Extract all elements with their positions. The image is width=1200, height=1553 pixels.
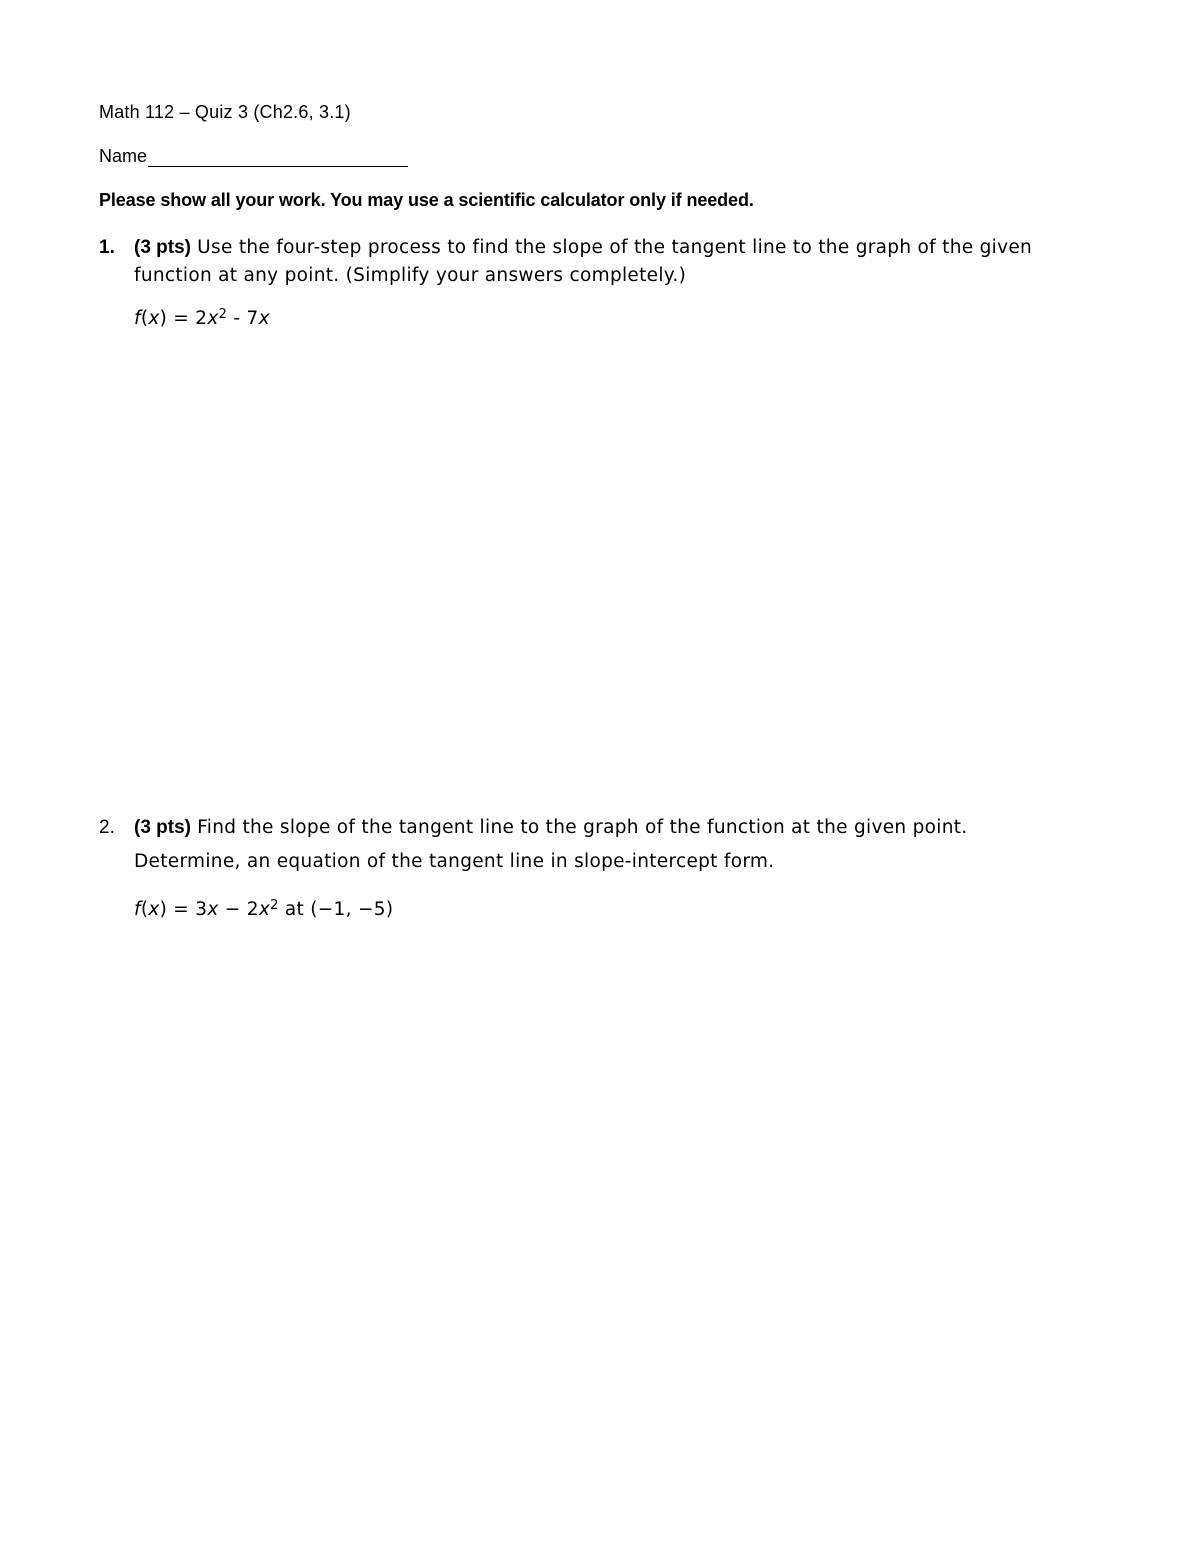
points-label: (3 pts) (134, 817, 191, 838)
name-field-row (99, 146, 408, 167)
formula-part: ) = 2 (159, 308, 208, 329)
question-text (134, 811, 1099, 879)
question-prompt: Find the slope of the tangent line to the graph of the function at the given point. (191, 817, 968, 838)
formula-part: - 7 (227, 308, 259, 329)
variable: x (148, 308, 160, 329)
variable: x (207, 308, 219, 329)
formula-part: at (−1, −5) (278, 899, 394, 920)
question-number: 2. (99, 817, 115, 838)
question-2 (99, 811, 1099, 927)
variable: x (258, 899, 271, 920)
exponent: 2 (218, 307, 228, 322)
exponent: 2 (270, 898, 279, 913)
formula-part: ) = 3 (159, 899, 208, 920)
instructions: Please show all your work. You may use a scientific calculator only if needed. (99, 190, 754, 210)
question-number: 1. (99, 237, 115, 258)
question-1 (99, 234, 1099, 333)
points-label: (3 pts) (134, 237, 191, 258)
variable: x (207, 899, 219, 920)
function-formula: $f(x) = 2x^2 - 7x$ (134, 307, 270, 329)
formula-part: − 2 (218, 899, 259, 920)
quiz-title: Math 112 – Quiz 3 (Ch2.6, 3.1) (99, 102, 351, 122)
function-formula: $f(x) = 3x - 2x^2$ at (−1, −5) (134, 898, 394, 920)
question-prompt: Use the four-step process to find the slope of the tangent line to the graph of the given function at any point. (Simplify your answers completely.) (134, 237, 1033, 286)
question-text (134, 234, 1099, 290)
name-blank-line (148, 148, 408, 167)
function-name: f (134, 308, 141, 329)
question-prompt-line-2: Determine, an equation of the tangent line in slope-intercept form. (134, 851, 775, 872)
function-name: f (134, 899, 141, 920)
name-label: Name (99, 146, 148, 166)
variable: x (148, 899, 160, 920)
variable: x (258, 308, 270, 329)
